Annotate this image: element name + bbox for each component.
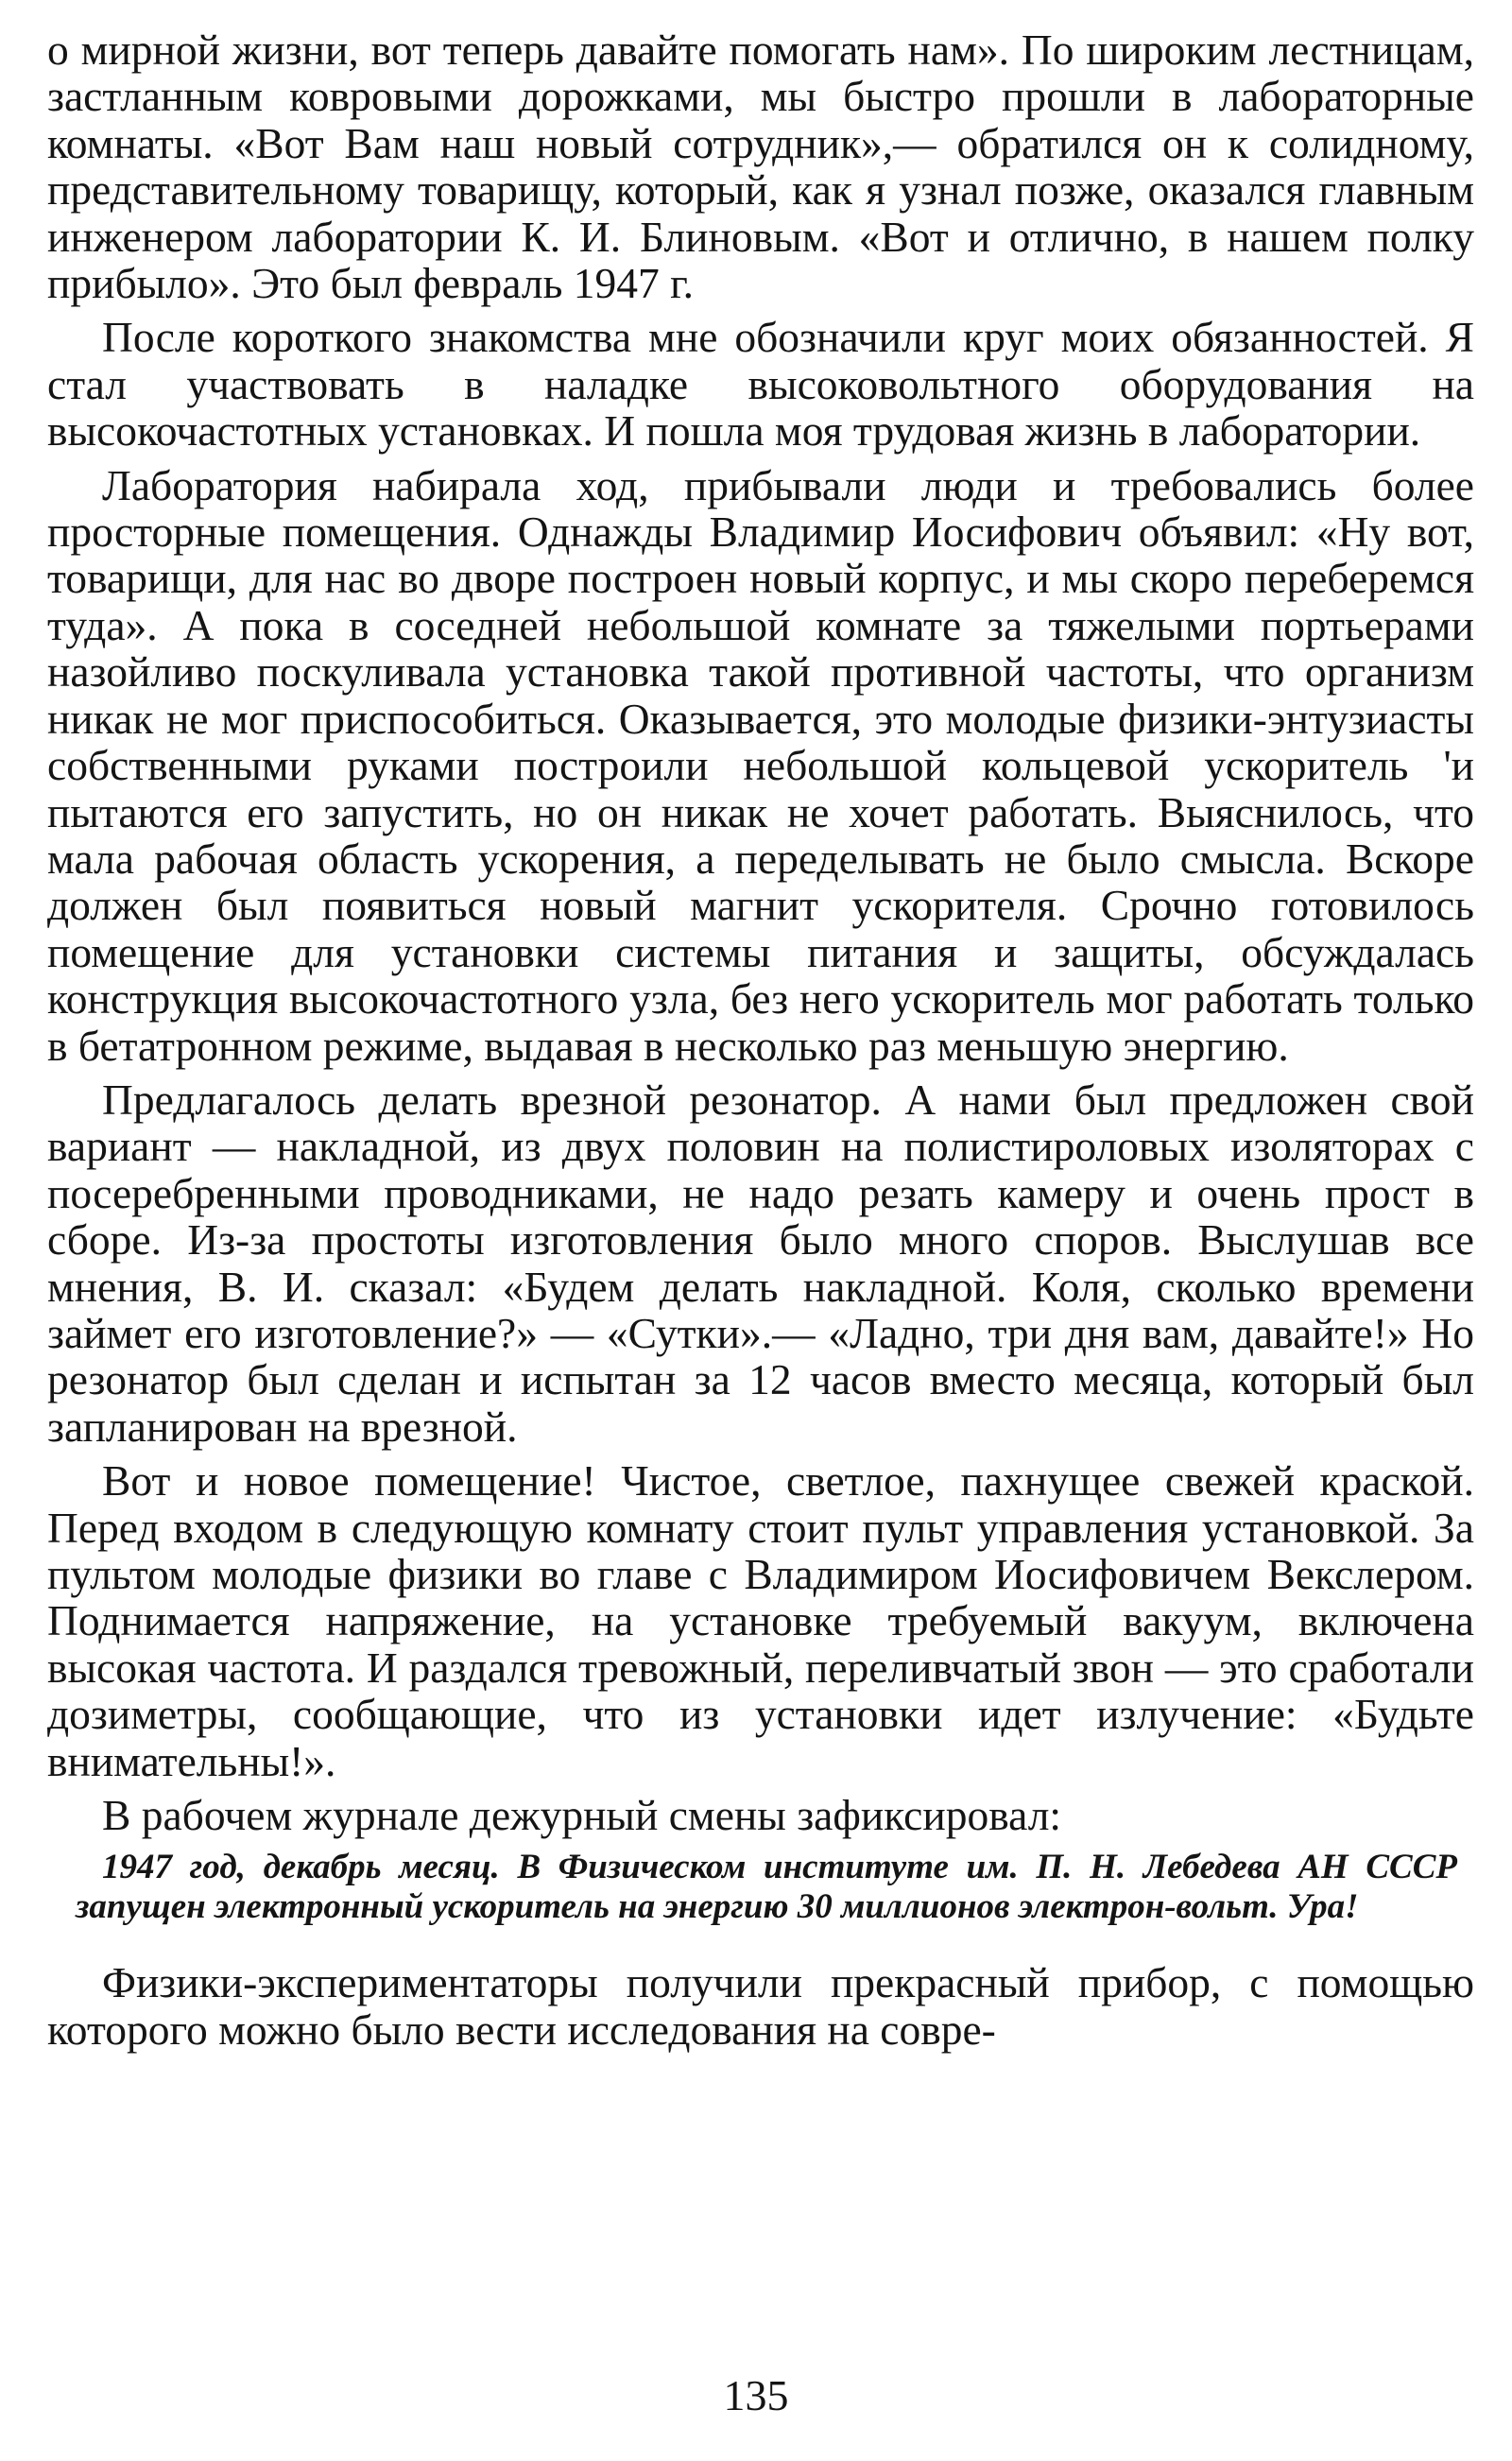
closing-paragraph: Физики-экспериментаторы получили прекрасный прибор, с помощью которого можно было вести исследования на совре- [47,1958,1474,2054]
page-number: 135 [723,2371,789,2419]
journal-quote: 1947 год, декабрь месяц. В Физическом институте им. П. Н. Лебедева АН СССР запущен электронный ускоритель на энергию 30 миллионов электрон-вольт. Ура! [76,1848,1457,1927]
journal-intro: В рабочем журнале дежурный смены зафиксировал: [102,1791,1062,1840]
paragraph-laboratory: Лаборатория набирала ход, прибывали люди и требовались более просторные помещения. Однажды Владимир Иосифович объявил: «Ну вот, товарищи, для нас во дворе построен новый корпус, и мы скоро переберемся туда». А пока в соседней небольшой комнате за тяжелыми портьерами назойливо поскуливала установка такой противной частоты, что организм никак не мог приспособиться. Оказывается, это молодые физики-энтузиасты собственными руками построили небольшой кольцевой ускоритель 'и пытаются его запустить, но он никак не хочет работать. Выяснилось, что мала рабочая область ускорения, а переделывать не было смысла. Вскоре должен был появиться новый магнит ускорителя. Срочно готовилось помещение для установки системы питания и защиты, обсуждалась конструкция высокочастотного узла, без него ускоритель мог работать только в бетатронном режиме, выдавая в несколько раз меньшую энергию. [47,460,1474,1070]
book-page [47,26,1474,2053]
paragraph-resonator: Предлагалось делать врезной резонатор. А нами был предложен свой вариант — накладной, из двух половин на полистироловых изоляторах с посеребренными проводниками, не надо резать камеру и очень прост в сборе. Из-за простоты изготовления было много споров. Выслушав все мнения, В. И. сказал: «Будем делать накладной. Коля, сколько времени займет его изготовление?» — «Сутки».— «Ладно, три дня вам, давайте!» Но резонатор был сделан и испытан за 12 часов вместо месяца, который был запланирован на врезной. [47,1075,1474,1451]
paragraph-new-room: Вот и новое помещение! Чистое, светлое, пахнущее свежей краской. Перед входом в следующую комнату стоит пульт управления установкой. За пультом молодые физики во главе с Владимиром Иосифовичем Векслером. Поднимается напряжение, на установке требуемый вакуум, включена высокая частота. И раздался тревожный, переливчатый звон — это сработали дозиметры, сообщающие, что из установки идет излучение: «Будьте внимательны!». [47,1456,1474,1785]
paragraph-continuation: о мирной жизни, вот теперь давайте помогать нам». По широким лестницам, застланным ковровыми дорожками, мы быстро прошли в лабораторные комнаты. «Вот Вам наш новый сотрудник»,— обратился он к солидному, представительному товарищу, который, как я узнал позже, оказался главным инженером лаборатории К. И. Блиновым. «Вот и отлично, в нашем полку прибыло». Это был февраль 1947 г. [47,26,1474,308]
paragraph-duties: После короткого знакомства мне обозначили круг моих обязанностей. Я стал участвовать в наладке высоковольтного оборудования на высокочастотных установках. И пошла моя трудовая жизнь в лаборатории. [47,313,1474,456]
